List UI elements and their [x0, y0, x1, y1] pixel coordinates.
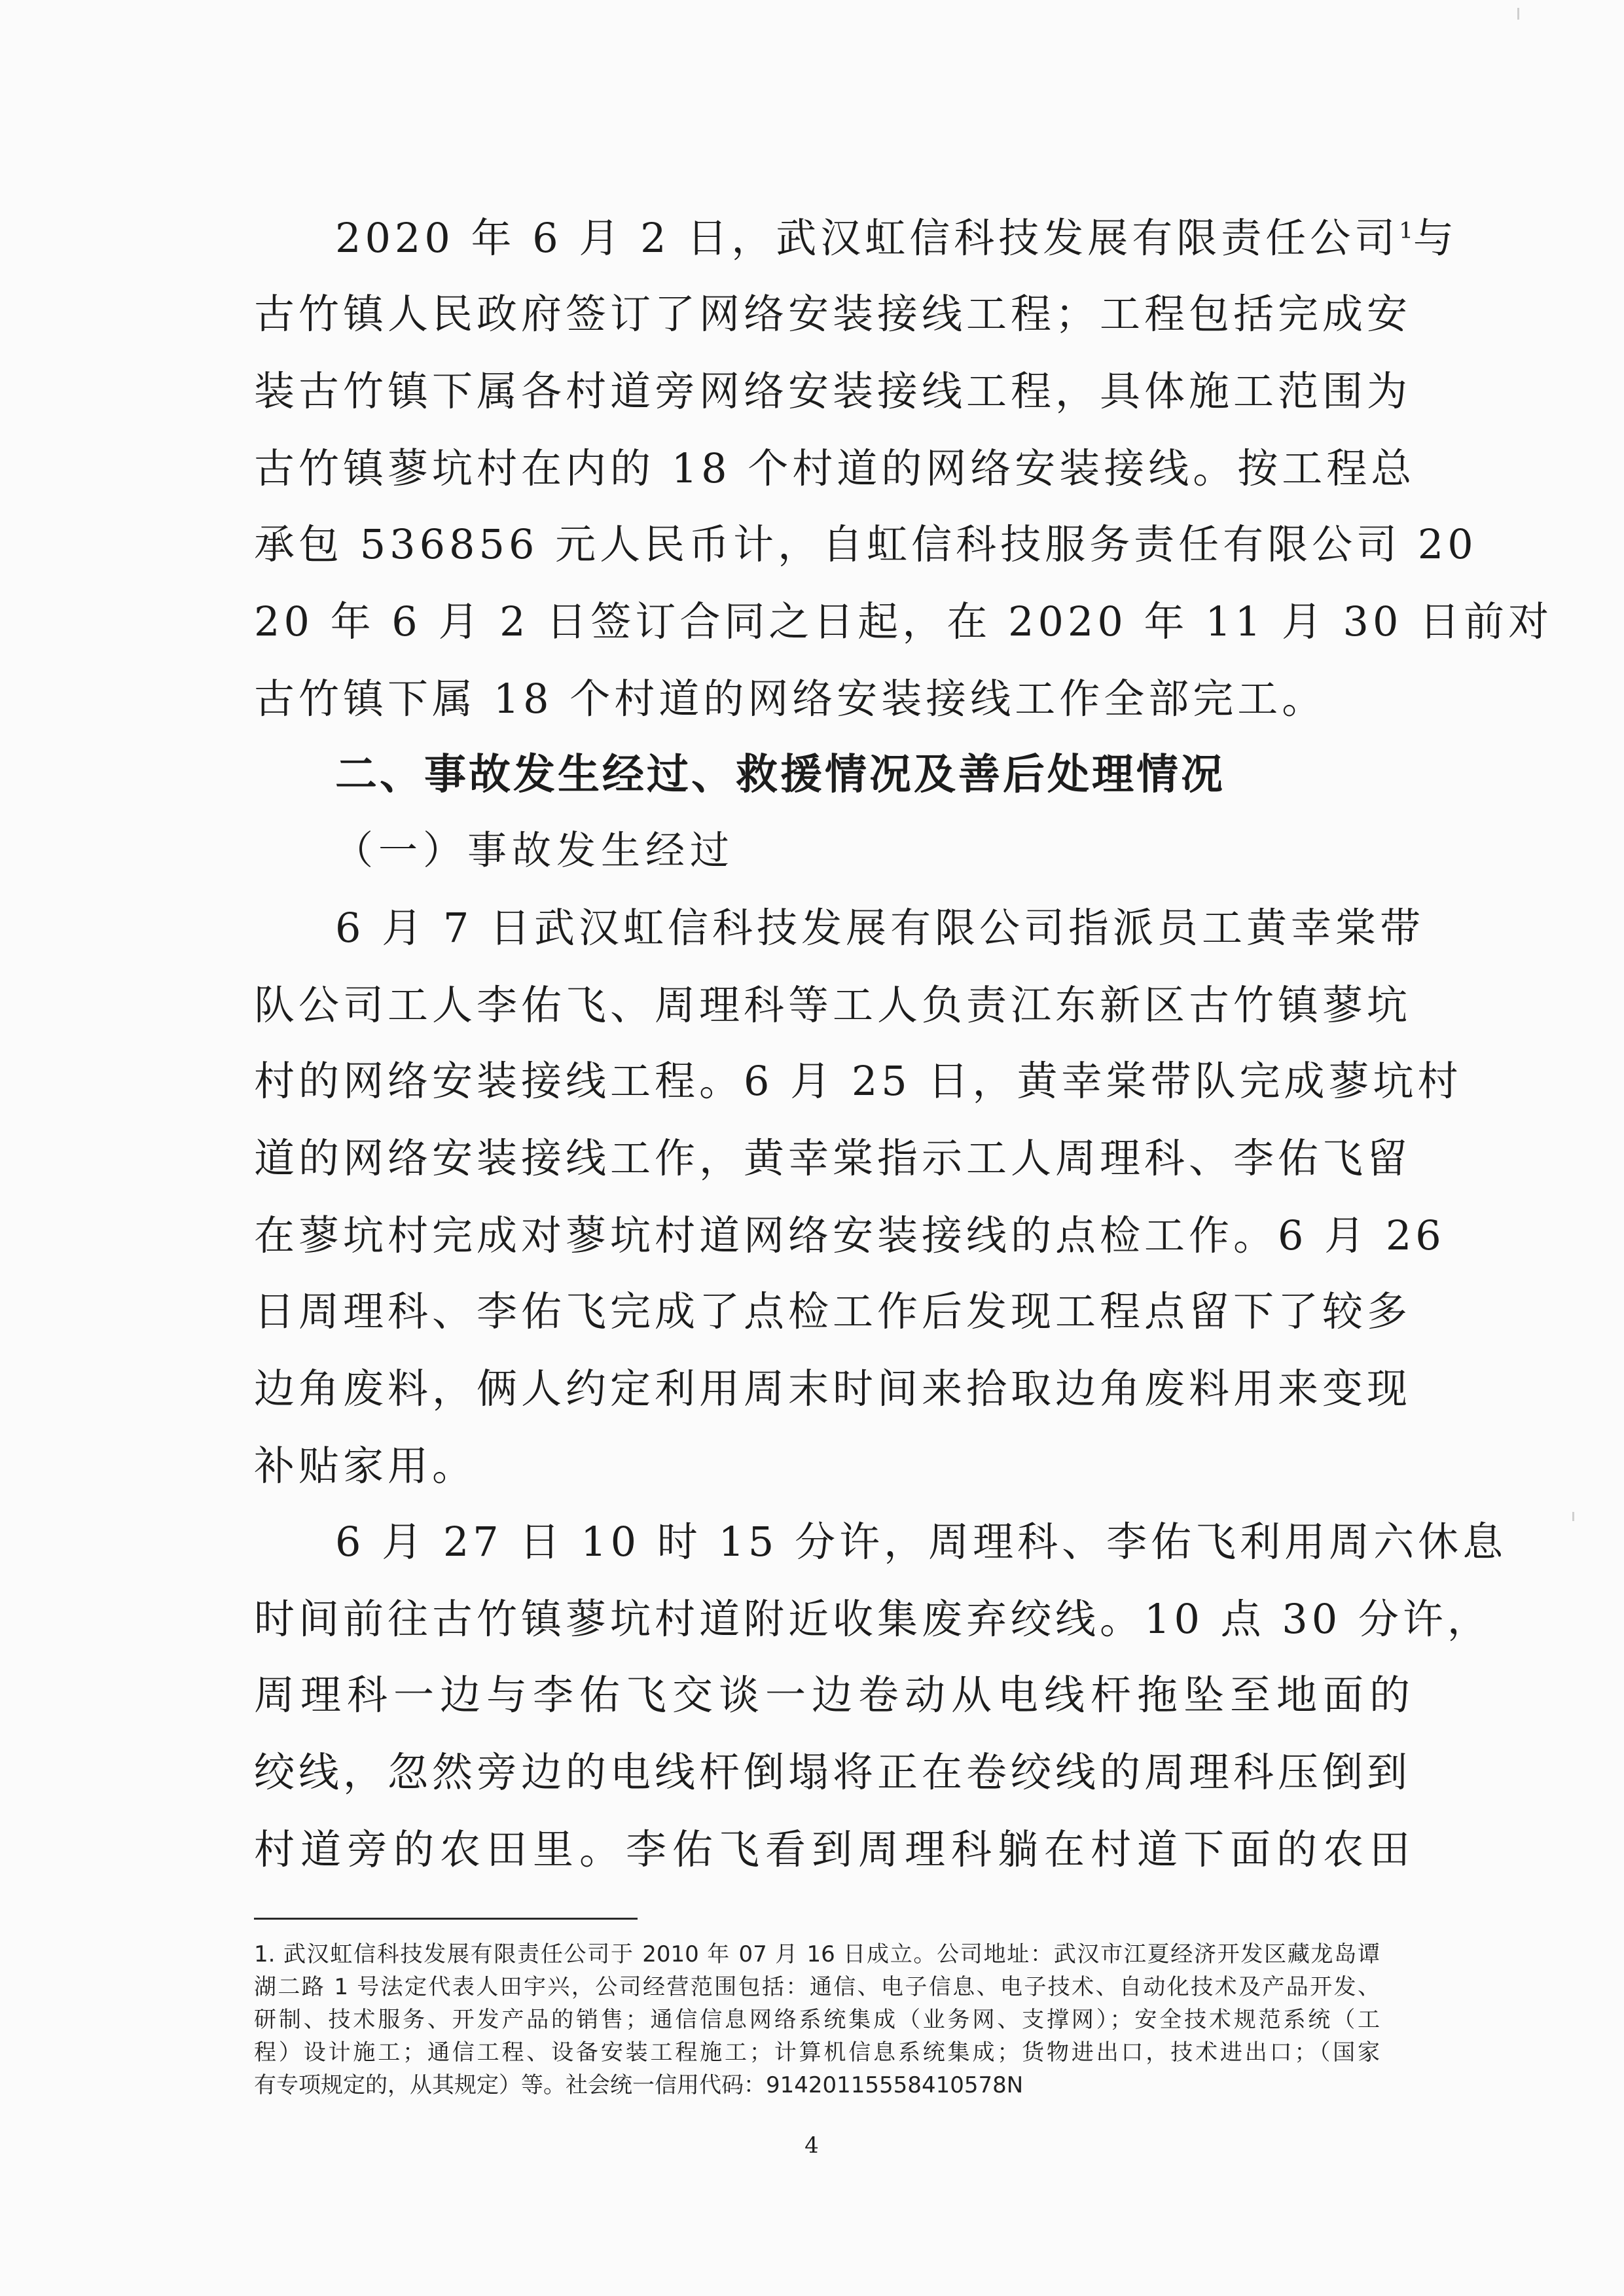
- paragraph1-line6: 20 年 6 月 2 日签订合同之日起，在 2020 年 11 月 30 日前对: [254, 598, 1553, 645]
- paragraph1-line1-text: 2020 年 6 月 2 日，武汉虹信科技发展有限责任公司: [335, 214, 1399, 262]
- paragraph1-line1: [335, 212, 1458, 264]
- paragraph3-line3: 周理科一边与李佑飞交谈一边卷动从电线杆拖坠至地面的: [254, 1671, 1416, 1719]
- footnote-separator: [254, 1918, 638, 1920]
- footnote-line4: 程）设计施工；通信工程、设备安装工程施工；计算机信息系统集成；货物进出口，技术进出口；（国家: [254, 2039, 1380, 2066]
- paragraph3-line1: 6 月 27 日 10 时 15 分许，周理科、李佑飞利用周六休息: [335, 1518, 1507, 1566]
- paragraph2-line8: 补贴家用。: [254, 1442, 477, 1490]
- paragraph1-line4: 古竹镇蓼坑村在内的 18 个村道的网络安装接线。按工程总: [254, 444, 1416, 492]
- footnote-line3: 研制、技术服务、开发产品的销售；通信信息网络系统集成（业务网、支撑网）；安全技术规范系统（工: [254, 2007, 1380, 2033]
- paragraph3-line5: 村道旁的农田里。李佑飞看到周理科躺在村道下面的农田: [254, 1825, 1416, 1873]
- paragraph2-line7: 边角废料，俩人约定利用周末时间来拾取边角废料用来变现: [254, 1365, 1412, 1412]
- paragraph2-line5: 在蓼坑村完成对蓼坑村道网络安装接线的点检工作。6 月 26: [254, 1211, 1445, 1259]
- paragraph3-line4: 绞线，忽然旁边的电线杆倒塌将正在卷绞线的周理科压倒到: [254, 1748, 1412, 1796]
- paragraph2-line2: 队公司工人李佑飞、周理科等工人负责江东新区古竹镇蓼坑: [254, 981, 1412, 1029]
- scan-mark: [1572, 1512, 1574, 1521]
- paragraph1-line7: 古竹镇下属 18 个村道的网络安装接线工作全部完工。: [254, 675, 1327, 723]
- footnote-reference: 1: [1399, 217, 1413, 244]
- paragraph1-line3: 装古竹镇下属各村道旁网络安装接线工程，具体施工范围为: [254, 367, 1412, 415]
- footnote-line5: 有专项规定的，从其规定）等。社会统一信用代码：91420115558410578N: [254, 2072, 1024, 2098]
- paragraph1-line2: 古竹镇人民政府签订了网络安装接线工程；工程包括完成安: [254, 290, 1412, 338]
- scan-mark: [1517, 8, 1519, 20]
- paragraph1-line5: 承包 536856 元人民币计，自虹信科技服务责任有限公司 20: [254, 520, 1477, 568]
- paragraph1-line1-tail: 与: [1413, 214, 1458, 262]
- paragraph2-line6: 日周理科、李佑飞完成了点检工作后发现工程点留下了较多: [254, 1287, 1412, 1335]
- paragraph2-line4: 道的网络安装接线工作，黄幸棠指示工人周理科、李佑飞留: [254, 1134, 1412, 1182]
- paragraph3-line2: 时间前往古竹镇蓼坑村道附近收集废弃绞线。10 点 30 分许，: [254, 1595, 1492, 1643]
- section-heading: 二、事故发生经过、救援情况及善后处理情况: [335, 751, 1225, 799]
- paragraph2-line1: 6 月 7 日武汉虹信科技发展有限公司指派员工黄幸棠带: [335, 904, 1425, 952]
- paragraph2-line3: 村的网络安装接线工程。6 月 25 日，黄幸棠带队完成蓼坑村: [254, 1057, 1462, 1105]
- footnote-line2: 湖二路 1 号法定代表人田宇兴，公司经营范围包括：通信、电子信息、电子技术、自动化技术及产品开发、: [254, 1974, 1380, 2000]
- page-number: 4: [804, 2132, 819, 2159]
- subsection-heading: （一）事故发生经过: [334, 828, 734, 874]
- footnote-line1: 1. 武汉虹信科技发展有限责任公司于 2010 年 07 月 16 日成立。公司地址：武汉市江夏经济开发区藏龙岛谭: [254, 1941, 1380, 1967]
